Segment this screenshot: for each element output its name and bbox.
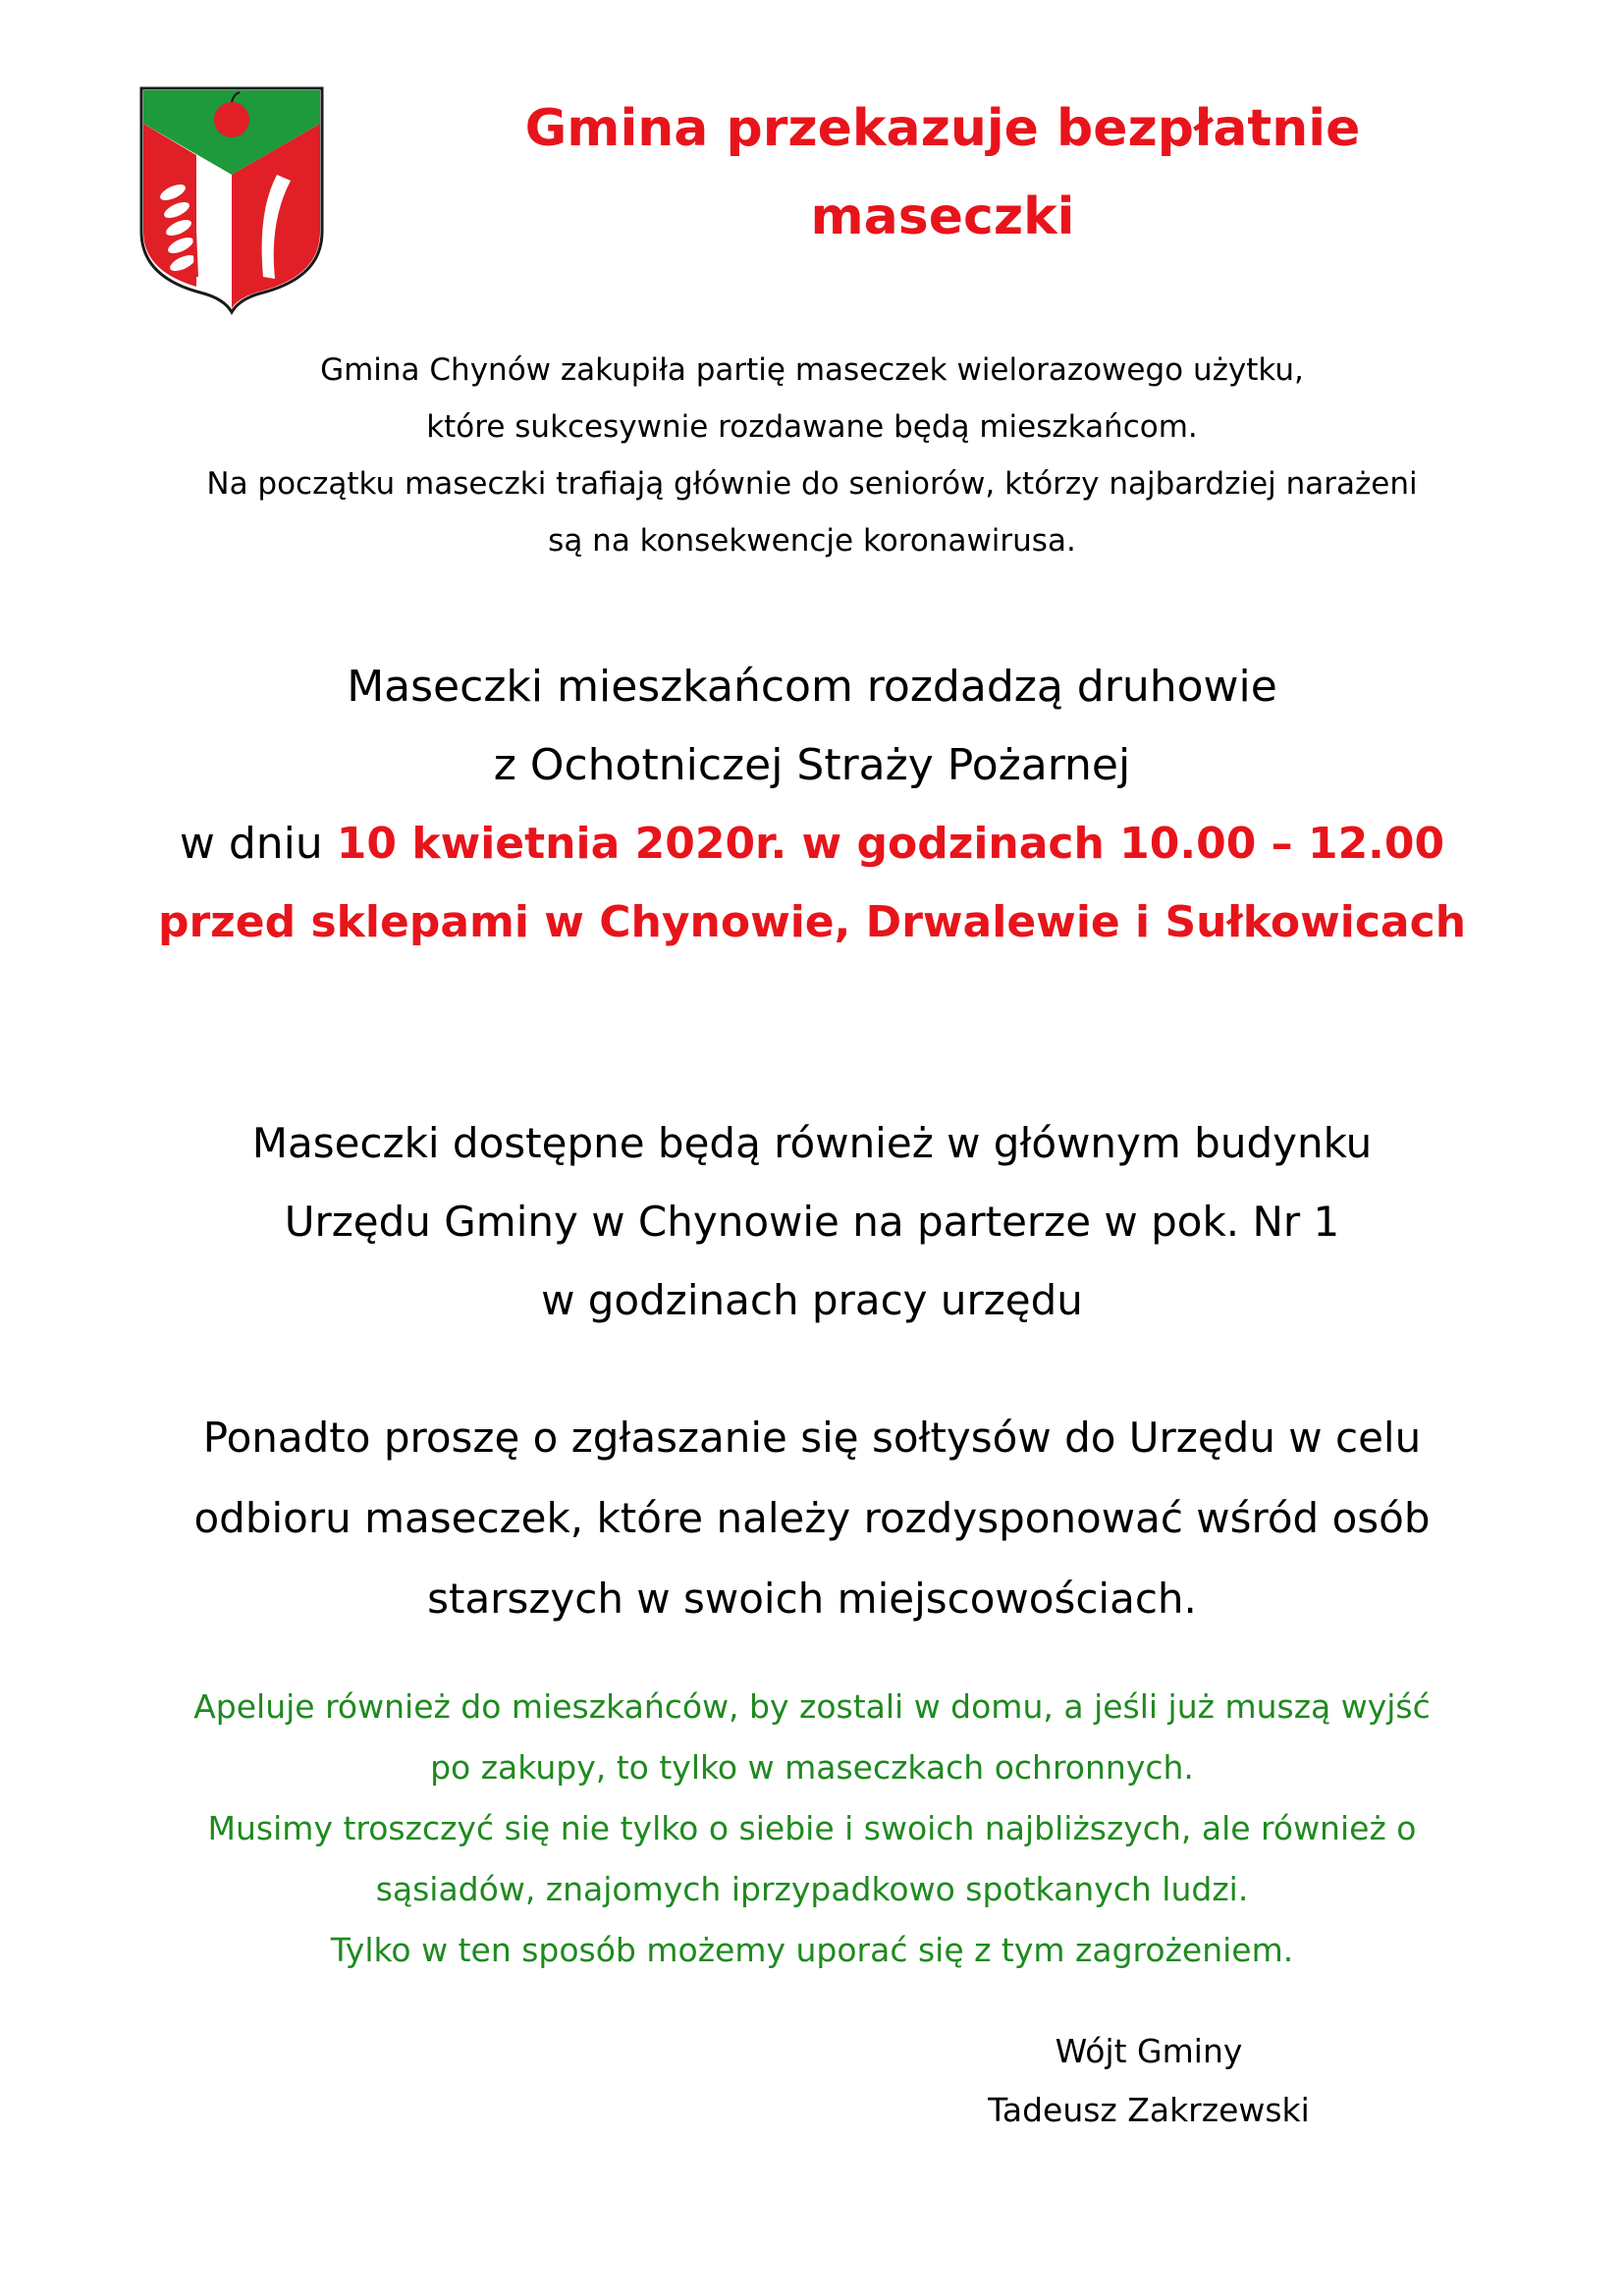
office-line: w godzinach pracy urzędu <box>541 1276 1083 1324</box>
office-line: Maseczki dostępne będą również w głównym budynku <box>251 1119 1373 1167</box>
distribution-locations: przed sklepami w Chynowie, Drwalewie i Sułkowicach <box>157 897 1467 947</box>
soltys-line: odbioru maseczek, które należy rozdysponować wśród osób <box>193 1494 1431 1542</box>
signature <box>943 2022 1355 2140</box>
title-line: Gmina przekazuje bezpłatnie <box>524 99 1361 158</box>
appeal-paragraph <box>0 1677 1624 1981</box>
appeal-line: Tylko w ten sposób możemy uporać się z tym zagrożeniem. <box>330 1931 1294 1969</box>
signature-role: Wójt Gminy <box>1055 2032 1243 2070</box>
distribution-line: Maseczki mieszkańcom rozdadzą druhowie <box>347 662 1277 712</box>
intro-paragraph <box>0 342 1624 569</box>
distribution-paragraph <box>0 648 1624 962</box>
soltys-paragraph <box>0 1398 1624 1639</box>
page-title <box>432 84 1453 261</box>
distribution-line: z Ochotniczej Straży Pożarnej <box>493 740 1131 790</box>
intro-line: które sukcesywnie rozdawane będą mieszkańcom. <box>426 409 1198 445</box>
office-line: Urzędu Gminy w Chynowie na parterze w pok. Nr 1 <box>284 1198 1340 1246</box>
appeal-line: sąsiadów, znajomych iprzypadkowo spotkanych ludzi. <box>375 1870 1249 1908</box>
title-line: maseczki <box>810 187 1075 246</box>
appeal-line: Musimy troszczyć się nie tylko o siebie i swoich najbliższych, ale również o <box>207 1809 1417 1847</box>
appeal-line: Apeluje również do mieszkańców, by zostali w domu, a jeśli już muszą wyjść <box>193 1687 1431 1726</box>
soltys-line: Ponadto proszę o zgłaszanie się sołtysów do Urzędu w celu <box>202 1414 1422 1462</box>
signature-name: Tadeusz Zakrzewski <box>988 2091 1310 2129</box>
date-highlight: 10 kwietnia 2020r. w godzinach 10.00 – 12.00 <box>336 819 1445 869</box>
office-paragraph <box>0 1104 1624 1340</box>
municipal-coat-of-arms-icon <box>137 84 326 316</box>
intro-line: są na konsekwencje koronawirusa. <box>548 523 1076 559</box>
soltys-line: starszych w swoich miejscowościach. <box>427 1575 1197 1623</box>
intro-line: Gmina Chynów zakupiła partię maseczek wielorazowego użytku, <box>320 352 1304 388</box>
distribution-date-line <box>0 805 1624 883</box>
date-prefix: w dniu <box>179 819 337 869</box>
appeal-line: po zakupy, to tylko w maseczkach ochronnych. <box>430 1748 1194 1787</box>
intro-line: Na początku maseczki trafiają głównie do seniorów, którzy najbardziej narażeni <box>206 466 1418 502</box>
